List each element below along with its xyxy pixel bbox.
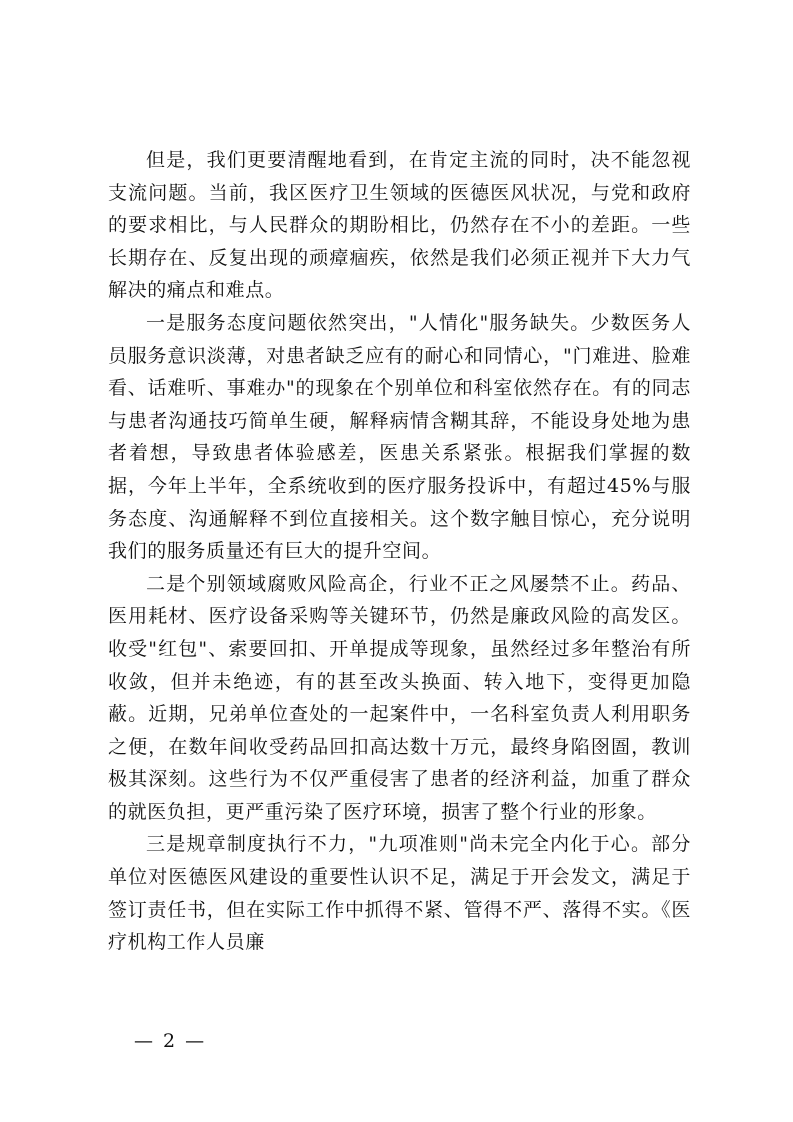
paragraph-corruption-risk: 二是个别领域腐败风险高企，行业不正之风屡禁不止。药品、医用耗材、医疗设备采购等关键环节，仍然是廉政风险的高发区。收受"红包"、索要回扣、开单提成等现象，虽然经过多年整治有所收敛，但并未绝迹，有的甚至改头换面、转入地下，变得更加隐蔽。近期，兄弟单位查处的一起案件中，一名科室负责人利用职务之便，在数年间收受药品回扣高达数十万元，最终身陷囹圄，教训极其深刻。这些行为不仅严重侵害了患者的经济利益，加重了群众的就医负担，更严重污染了医疗环境，损害了整个行业的形象。: [108, 572, 691, 823]
paragraph-intro: 但是，我们更要清醒地看到，在肯定主流的同时，决不能忽视支流问题。当前，我区医疗卫生领域的医德医风状况，与党和政府的要求相比，与人民群众的期盼相比，仍然存在不小的差距。一些长期存在、反复出现的顽瘴痼疾，依然是我们必须正视并下大力气解决的痛点和难点。: [108, 149, 691, 302]
paragraph-rules-enforcement: 三是规章制度执行不力，"九项准则"尚未完全内化于心。部分单位对医德医风建设的重要性认识不足，满足于开会发文，满足于签订责任书，但在实际工作中抓得不紧、管得不严、落得不实。《医疗机构工作人员廉: [108, 833, 691, 954]
paragraph-service-attitude: 一是服务态度问题依然突出，"人情化"服务缺失。少数医务人员服务意识淡薄，对患者缺乏应有的耐心和同情心，"门难进、脸难看、话难听、事难办"的现象在个别单位和科室依然存在。有的同志与患者沟通技巧简单生硬，解释病情含糊其辞，不能设身处地为患者着想，导致患者体验感差，医患关系紧张。根据我们掌握的数据，今年上半年，全系统收到的医疗服务投诉中，有超过45%与服务态度、沟通解释不到位直接相关。这个数字触目惊心，充分说明我们的服务质量还有巨大的提升空间。: [108, 311, 691, 563]
page-number: — 2 —: [134, 1030, 207, 1052]
document-body: [108, 144, 691, 959]
